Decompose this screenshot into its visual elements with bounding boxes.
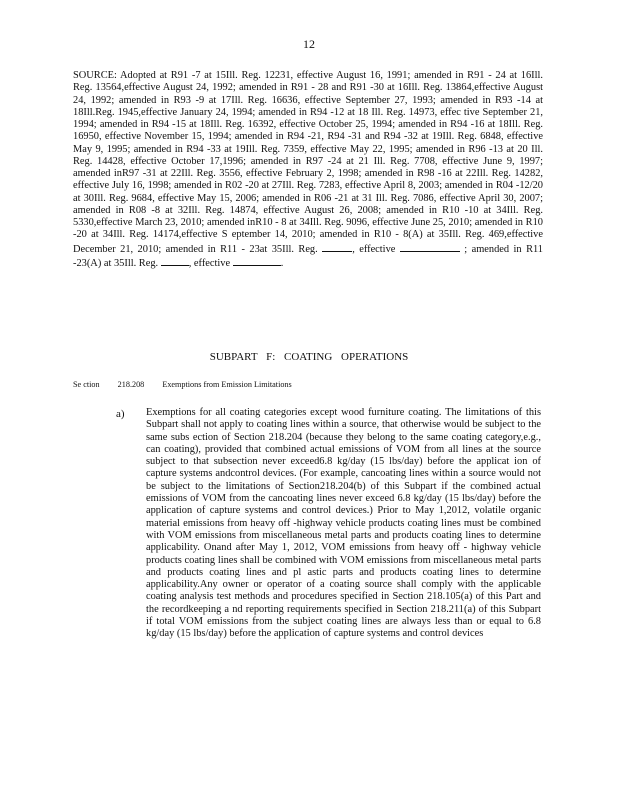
source-tail-3: , effective (188, 257, 231, 269)
blank-line (400, 242, 460, 252)
source-tail-1: , effective (352, 243, 396, 255)
blank-line (322, 242, 352, 252)
page-number: 12 (303, 37, 315, 51)
section-heading (73, 380, 543, 389)
section-title: Exemptions from Emission Limitations (162, 380, 292, 389)
item-label: a) (116, 408, 125, 420)
blank-line (161, 256, 189, 266)
source-text: SOURCE: Adopted at R91 -7 at 15Ill. Reg. 12231, effective August 16, 1991; amended in R91 - 24 at 16Ill. Reg. 13564,effective August 24, 1992; amended in R91 - 28 and R91 -30 at 16Ill. Reg. 13864,effective August 24, 1992; amended in R93 -9 at 17Ill. Reg. 16636, effective September 27, 1993; amended in R93 -14 at 18Ill.Reg. 1945,effective January 24, 1994; amended in R94 -12 at 18 Ill. Reg. 14973, effec tive September 21, 1994; amended in R94 -15 at 18Ill. Reg. 16392, effective October 25, 1994; amended in R94 -16 at 18Ill. Reg. 16950, effective November 15, 1994; amended in R94 -21, R94 -31 and R94 -32 at 19Ill. Reg. 6848, effective May 9, 1995; amended in R94 -33 at 19Ill. Reg. 7359, effective May 22, 1995; amended in R96 -13 at 20 Ill. Reg. 14428, effective October 17,1996; amended in R97 -24 at 21 Ill. Reg. 7708, effective June 9, 1997; amended inR97 -31 at 22Ill. Reg. 3556, effective February 2, 1998; amended in R98 -16 at 22Ill. Reg. 14282, effective July 16, 1998; amended in R02 -20 at 27Ill. Reg. 7283, effective April 8, 2003; amended in R04 -12/20 at 30Ill. Reg. 9684, effective May 15, 2006; amended in R06 -21 at 31 Ill. Reg. 7086, effective April 30, 2007; amended in R08 -8 at 32Ill. Reg. 14874, effective August 26, 2008; amended in R10 -10 at 34Ill. Reg. 5330,effective March 23, 2010; amended inR10 - 8 at 34Ill. Reg. 9096, effective June 25, 2010; amended in R10 -20 at 34Ill. Reg. 14174,effective S eptember 14, 2010; amended in R10 - 8(A) at 35Ill. Reg. 469,effective December 21, 2010; amended in R11 - 23at 35Ill. Reg. (73, 70, 543, 255)
source-note (73, 70, 543, 270)
subpart-heading: SUBPART F: COATING OPERATIONS (209, 351, 409, 363)
blank-line (233, 256, 281, 266)
source-tail-2: ; amended in R11 -23(A) at 35Ill. Reg. (73, 243, 544, 269)
item-body: Exemptions for all coating categories except wood furniture coating. The limitations of this Subpart shall not apply to coating lines within a source, that otherwise would be subject to the same subs ection of Section 218.204 (because they belong to the same coating category,e.g., can coating), provided that combined actual emissions of VOM from all lines at the source subject to that subsection never exceed6.8 kg/day (15 lbs/day) before the applicat ion of capture systems andcontrol devices. (For example, cancoating lines within a source would not be subject to the limitations of Section218.204(b) of this Subpart if the combined actual emissions of VOM from the cancoating lines never exceed 6.8 kg/day (15 lbs/day) before the application of capture systems and control devices.) Prior to May 1,2012, volatile organic material emissions from heavy off -highway vehicle products coating lines must be combined with VOM emissions from miscellaneous metal parts and products coating lines to determine applicability. Onand after May 1, 2012, VOM emissions from heavy off - highway vehicle products coating lines shall be combined with VOM emissions from miscellaneous metal parts and products coating lines and pl astic parts and products coating lines to determine applicability.Any owner or operator of a coating source shall comply with the applicable coating analysis test methods and procedures specified in Section 218.105(a) of this Part and the recordkeeping a nd reporting requirements specified in Section 218.211(a) of this Subpart if total VOM emissions from the subject coating lines are always less than or equal to 6.8 kg/day (15 lbs/day) before the application of capture systems and control devices (146, 407, 541, 640)
source-tail-4: . (280, 257, 284, 269)
section-label: Se ction (73, 380, 100, 389)
section-number: 218.208 (117, 380, 145, 389)
